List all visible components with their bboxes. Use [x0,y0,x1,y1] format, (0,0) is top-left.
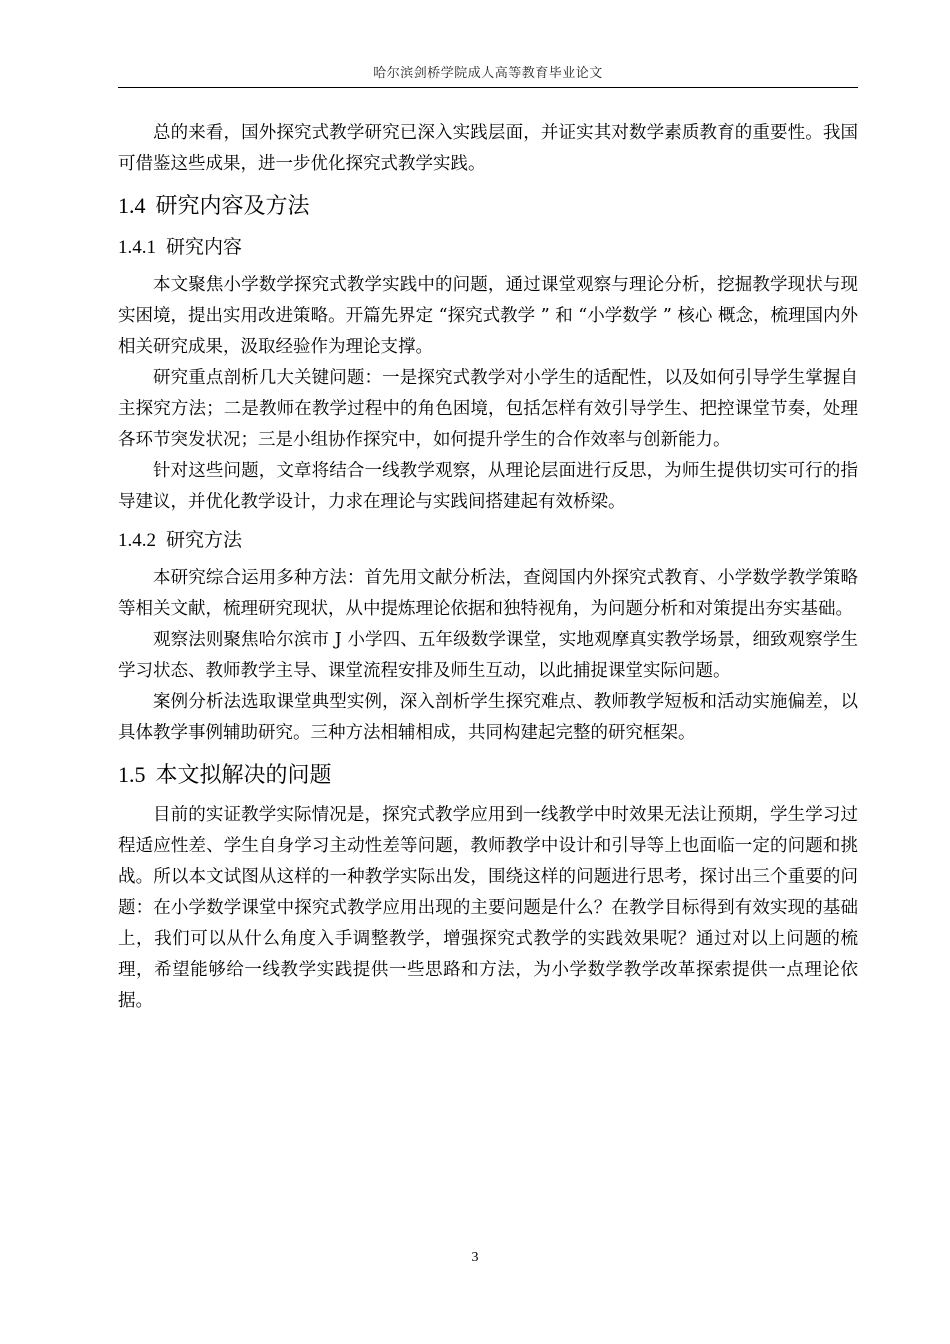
paragraph-research-method-2: 观察法则聚焦哈尔滨市 J 小学四、五年级数学课堂，实地观摩真实教学场景，细致观察学生学习状态、教师教学主导、课堂流程安排及师生互动，以此捕捉课堂实际问题。 [118,630,858,681]
paragraph-research-content-3: 针对这些问题，文章将结合一线教学观察，从理论层面进行反思，为师生提供切实可行的指导建议，并优化教学设计，力求在理论与实践间搭建起有效桥梁。 [118,461,858,512]
paragraph-intro: 总的来看，国外探究式教学研究已深入实践层面，并证实其对数学素质教育的重要性。我国可借鉴这些成果，进一步优化探究式教学实践。 [118,123,858,174]
page-body [118,118,858,1017]
paragraph-research-content-2: 研究重点剖析几大关键问题：一是探究式教学对小学生的适配性，以及如何引导学生掌握自主探究方法；二是教师在教学过程中的角色困境，包括怎样有效引导学生、把控课堂节奏，处理各环节突发状况；三是小组协作探究中，如何提升学生的合作效率与创新能力。 [118,368,858,450]
page-number: 3 [471,1250,479,1265]
paragraph-research-method-1: 本研究综合运用多种方法：首先用文献分析法，查阅国内外探究式教育、小学数学教学策略等相关文献，梳理研究现状，从中提炼理论依据和独特视角，为问题分析和对策提出夯实基础。 [118,568,858,619]
running-header: 哈尔滨剑桥学院成人高等教育毕业论文 [373,66,603,81]
section-number: 1.4.1 [118,237,156,258]
paragraph-research-method-3: 案例分析法选取课堂典型实例，深入剖析学生探究难点、教师教学短板和活动实施偏差，以具体教学事例辅助研究。三种方法相辅相成，共同构建起完整的研究框架。 [118,692,858,743]
section-heading-1-4 [118,189,858,224]
section-number: 1.4 [118,193,146,218]
section-title: 研究内容及方法 [155,194,310,219]
section-title: 研究方法 [166,529,243,551]
section-title: 本文拟解决的问题 [155,763,332,788]
paragraph-research-content-1: 本文聚焦小学数学探究式教学实践中的问题，通过课堂观察与理论分析，挖掘教学现状与现实困境，提出实用改进策略。开篇先界定 “探究式教学 ” 和 “小学数学 ” 核心 概念，梳理国内外相关研究成果，汲取经验作为理论支撑。 [118,275,858,357]
header-rule [118,87,858,88]
paragraph-problems: 目前的实证教学实际情况是，探究式教学应用到一线教学中时效果无法让预期，学生学习过程适应性差、学生自身学习主动性差等问题，教师教学中设计和引导等上也面临一定的问题和挑战。所以本文试图从这样的一种教学实际出发，围绕这样的问题进行思考，探讨出三个重要的问题：在小学数学课堂中探究式教学应用出现的主要问题是什么？在教学目标得到有效实现的基础上，我们可以从什么角度入手调整教学，增强探究式教学的实践效果呢？通过对以上问题的梳理，希望能够给一线教学实践提供一些思路和方法，为小学数学教学改革探索提供一点理论依据。 [118,805,858,1011]
section-number: 1.5 [118,762,146,787]
subsection-heading-1-4-2 [118,524,858,557]
section-number: 1.4.2 [118,530,156,551]
subsection-heading-1-4-1 [118,231,858,264]
section-title: 研究内容 [166,236,243,258]
section-heading-1-5 [118,758,858,793]
